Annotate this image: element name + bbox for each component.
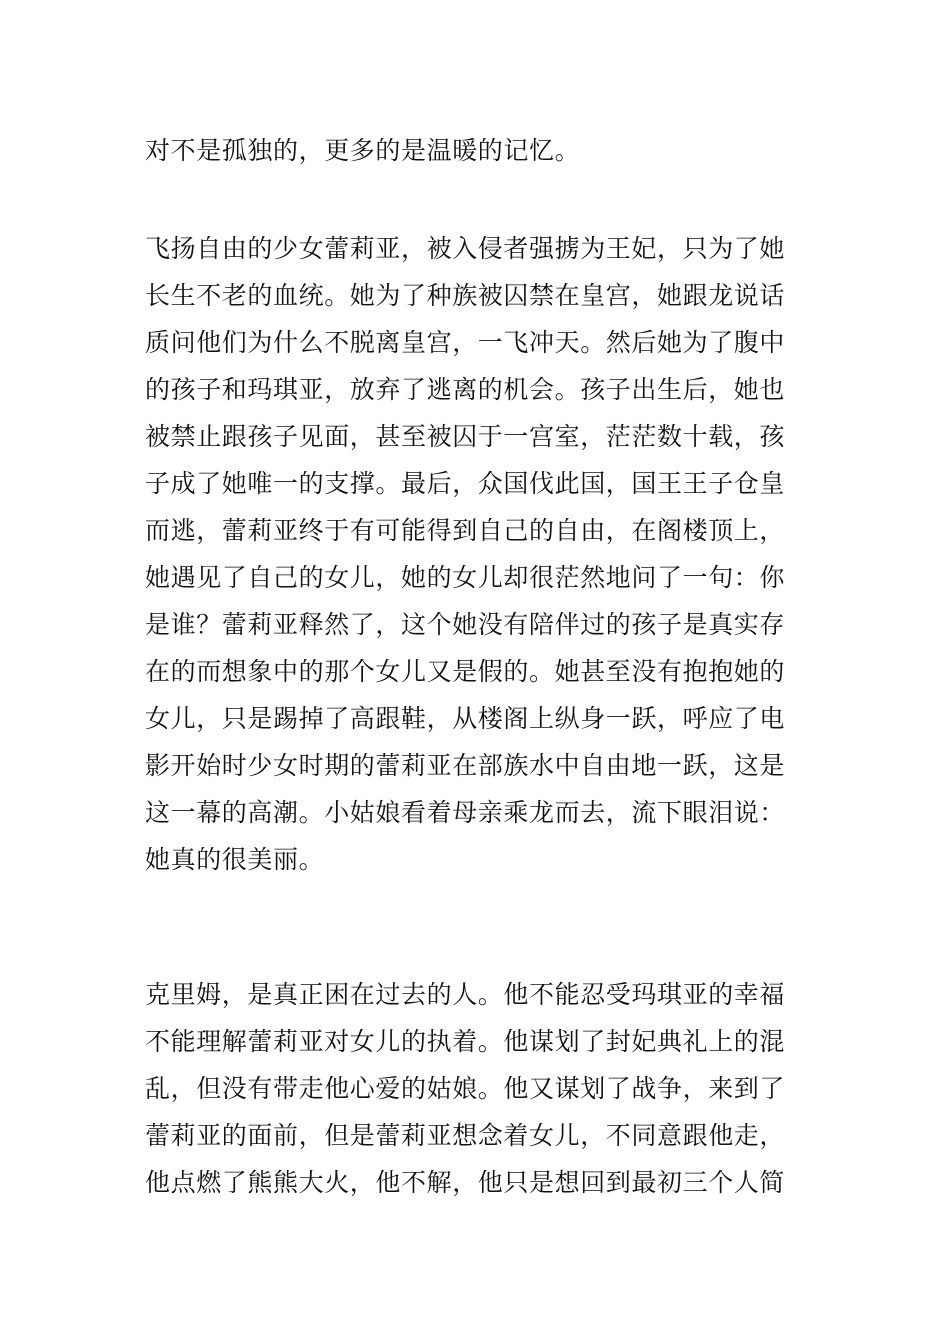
paragraph-3-line-2: 不能理解蕾莉亚对女儿的执着。他谋划了封妃典礼上的混 bbox=[145, 1027, 786, 1056]
paragraph-3-line-4: 蕾莉亚的面前，但是蕾莉亚想念着女儿，不同意跟他走， bbox=[145, 1121, 786, 1150]
paragraph-2-line-13: 这一幕的高潮。小姑娘看着母亲乘龙而去，流下眼泪说： bbox=[145, 798, 786, 827]
paragraph-1-line-1: 对不是孤独的，更多的是温暖的记忆。 bbox=[145, 136, 581, 165]
paragraph-2-line-8: 她遇见了自己的女儿，她的女儿却很茫然地问了一句：你 bbox=[145, 563, 786, 592]
paragraph-2-line-4: 的孩子和玛琪亚，放弃了逃离的机会。孩子出生后，她也 bbox=[145, 375, 786, 404]
paragraph-2-line-7: 而逃，蕾莉亚终于有可能得到自己的自由，在阁楼顶上， bbox=[145, 516, 786, 545]
paragraph-2-line-12: 影开始时少女时期的蕾莉亚在部族水中自由地一跃，这是 bbox=[145, 751, 786, 780]
paragraph-2-line-5: 被禁止跟孩子见面，甚至被囚于一宫室，茫茫数十载，孩 bbox=[145, 422, 786, 451]
paragraph-3-line-1: 克里姆，是真正困在过去的人。他不能忍受玛琪亚的幸福 bbox=[145, 980, 786, 1009]
paragraph-2-line-1: 飞扬自由的少女蕾莉亚，被入侵者强掳为王妃，只为了她 bbox=[145, 234, 786, 263]
paragraph-2-line-3: 质问他们为什么不脱离皇宫，一飞冲天。然后她为了腹中 bbox=[145, 328, 786, 357]
paragraph-3-line-3: 乱，但没有带走他心爱的姑娘。他又谋划了战争，来到了 bbox=[145, 1074, 786, 1103]
paragraph-2-line-9: 是谁？蕾莉亚释然了，这个她没有陪伴过的孩子是真实存 bbox=[145, 610, 786, 639]
paragraph-3-line-5: 他点燃了熊熊大火，他不解，他只是想回到最初三个人简 bbox=[145, 1168, 786, 1197]
paragraph-2-line-11: 女儿，只是踢掉了高跟鞋，从楼阁上纵身一跃，呼应了电 bbox=[145, 704, 786, 733]
paragraph-2-line-14: 她真的很美丽。 bbox=[145, 845, 325, 874]
paragraph-2-line-10: 在的而想象中的那个女儿又是假的。她甚至没有抱抱她的 bbox=[145, 657, 786, 686]
paragraph-2-line-6: 子成了她唯一的支撑。最后，众国伐此国，国王王子仓皇 bbox=[145, 469, 786, 498]
paragraph-2-line-2: 长生不老的血统。她为了种族被囚禁在皇宫，她跟龙说话 bbox=[145, 281, 786, 310]
